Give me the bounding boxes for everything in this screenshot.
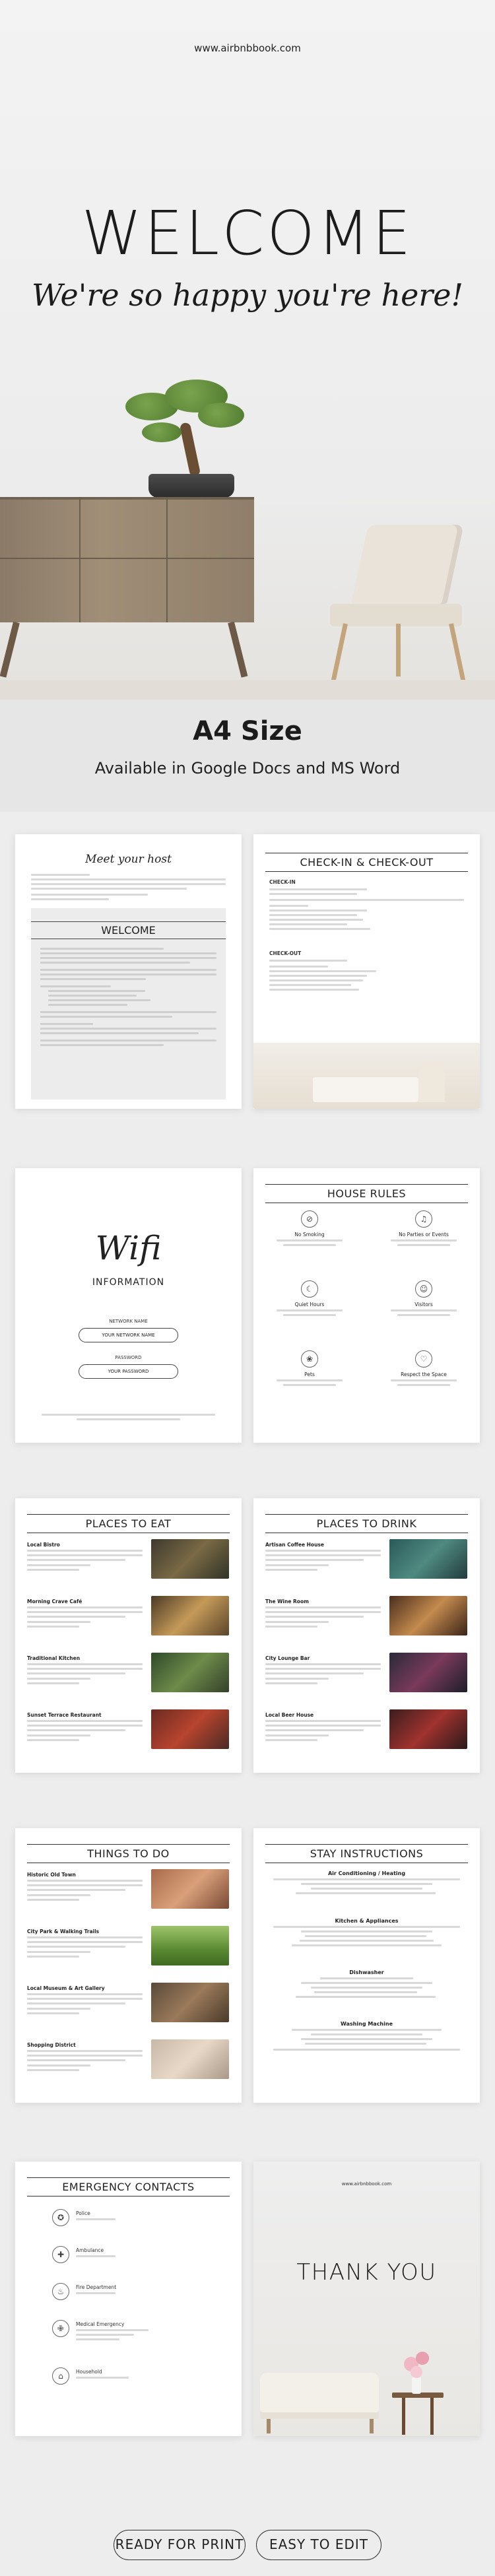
wifi-title: INFORMATION <box>92 1277 165 1288</box>
page-places-to-eat <box>15 1498 242 1773</box>
welcome-title: WELCOME <box>81 198 414 269</box>
todo-item-title: Shopping District <box>27 2042 76 2048</box>
password-label: PASSWORD <box>115 1355 142 1360</box>
eat-photo <box>151 1709 229 1749</box>
rule-label: Pets <box>304 1371 315 1377</box>
size-title: A4 Size <box>193 716 302 746</box>
easy-to-edit-button[interactable]: EASY TO EDIT <box>256 2530 381 2560</box>
page-house-rules <box>253 1168 480 1443</box>
rule-label: Visitors <box>414 1302 433 1307</box>
drink-title: PLACES TO DRINK <box>265 1514 468 1533</box>
emergency-title: EMERGENCY CONTACTS <box>27 2177 230 2196</box>
todo-item-title: Local Museum & Art Gallery <box>27 1985 105 1991</box>
availability-text: Available in Google Docs and MS Word <box>94 759 401 777</box>
todo-photo <box>151 1926 229 1965</box>
eat-photo <box>151 1596 229 1635</box>
eat-item-title: Sunset Terrace Restaurant <box>27 1712 102 1718</box>
eat-photo <box>151 1653 229 1692</box>
ready-for-print-button[interactable]: READY FOR PRINT <box>114 2530 246 2560</box>
contact-label: Police <box>76 2210 90 2216</box>
no-party-icon: ♫ <box>415 1210 432 1228</box>
rule-label: Quiet Hours <box>294 1302 325 1307</box>
stay-section-title: Air Conditioning / Heating <box>327 1870 406 1876</box>
contact-label: Ambulance <box>76 2247 104 2253</box>
todo-item-title: Historic Old Town <box>27 1872 76 1878</box>
checkin-title: CHECK-IN & CHECK-OUT <box>265 853 468 872</box>
host-title: Meet your host <box>85 853 172 866</box>
room-photo <box>253 1043 480 1109</box>
wifi-script-title: Wifi <box>95 1229 162 1267</box>
password-field[interactable]: YOUR PASSWORD <box>79 1364 178 1379</box>
drink-item-title: The Wine Room <box>265 1599 309 1604</box>
people-icon: ☺ <box>415 1280 432 1298</box>
heart-icon: ♡ <box>415 1350 432 1368</box>
eat-item-title: Traditional Kitchen <box>27 1655 81 1661</box>
stay-title: STAY INSTRUCTIONS <box>265 1844 468 1863</box>
page-stay-instructions <box>253 1828 480 2103</box>
network-label: NETWORK NAME <box>109 1319 148 1324</box>
page-checkin-checkout <box>253 834 480 1109</box>
sideboard-illustration <box>0 497 254 626</box>
drink-photo <box>389 1596 467 1635</box>
eat-photo <box>151 1539 229 1579</box>
drink-item-title: City Lounge Bar <box>265 1655 310 1661</box>
moon-icon: ☾ <box>301 1280 318 1298</box>
contact-label: Household <box>76 2369 102 2375</box>
todo-photo <box>151 1983 229 2022</box>
todo-title: THINGS TO DO <box>27 1844 230 1863</box>
paw-icon: ❀ <box>301 1350 318 1368</box>
house-icon: ⌂ <box>52 2367 69 2385</box>
hero-banner <box>0 0 495 700</box>
thanks-site-url[interactable]: www.airbnbbook.com <box>341 2181 392 2187</box>
page-emergency-contacts <box>15 2162 242 2436</box>
checkout-label: CHECK-OUT <box>269 950 302 956</box>
thanks-title: THANK YOU <box>296 2259 437 2286</box>
eat-item-title: Morning Crave Café <box>27 1599 82 1604</box>
contact-label: Fire Department <box>76 2284 117 2290</box>
todo-photo <box>151 2039 229 2079</box>
page-meet-host <box>15 834 242 1109</box>
drink-item-title: Artisan Coffee House <box>265 1542 324 1548</box>
page-places-to-drink <box>253 1498 480 1773</box>
site-url[interactable]: www.airbnbbook.com <box>194 42 301 54</box>
ambulance-icon: ✚ <box>52 2246 69 2263</box>
todo-item-title: City Park & Walking Trails <box>27 1929 100 1934</box>
police-icon: ✪ <box>52 2209 69 2226</box>
rule-label: No Smoking <box>294 1232 325 1238</box>
welcome-script: We're so happy you're here! <box>31 277 464 313</box>
rules-title: HOUSE RULES <box>265 1184 468 1203</box>
medical-icon: ✙ <box>52 2320 69 2337</box>
no-smoking-icon: ⊘ <box>301 1210 318 1228</box>
eat-title: PLACES TO EAT <box>27 1514 230 1533</box>
welcome-box <box>31 908 226 1100</box>
rule-label: Respect the Space <box>401 1371 447 1377</box>
drink-item-title: Local Beer House <box>265 1712 314 1718</box>
drink-photo <box>389 1709 467 1749</box>
eat-item-title: Local Bistro <box>27 1542 60 1548</box>
rule-label: No Parties or Events <box>399 1232 449 1238</box>
contact-label: Medical Emergency <box>76 2321 125 2327</box>
todo-photo <box>151 1869 229 1909</box>
drink-photo <box>389 1653 467 1692</box>
checkin-label: CHECK-IN <box>269 879 296 885</box>
network-field[interactable]: YOUR NETWORK NAME <box>79 1328 178 1342</box>
drink-photo <box>389 1539 467 1579</box>
page-wifi <box>15 1168 242 1443</box>
stay-section-title: Dishwasher <box>349 1969 384 1975</box>
page-thank-you <box>253 2162 480 2436</box>
stay-section-title: Washing Machine <box>340 2021 393 2027</box>
welcome-box-title: WELCOME <box>31 921 226 939</box>
page-things-to-do <box>15 1828 242 2103</box>
stay-section-title: Kitchen & Appliances <box>335 1918 399 1924</box>
fire-icon: ♨ <box>52 2283 69 2300</box>
